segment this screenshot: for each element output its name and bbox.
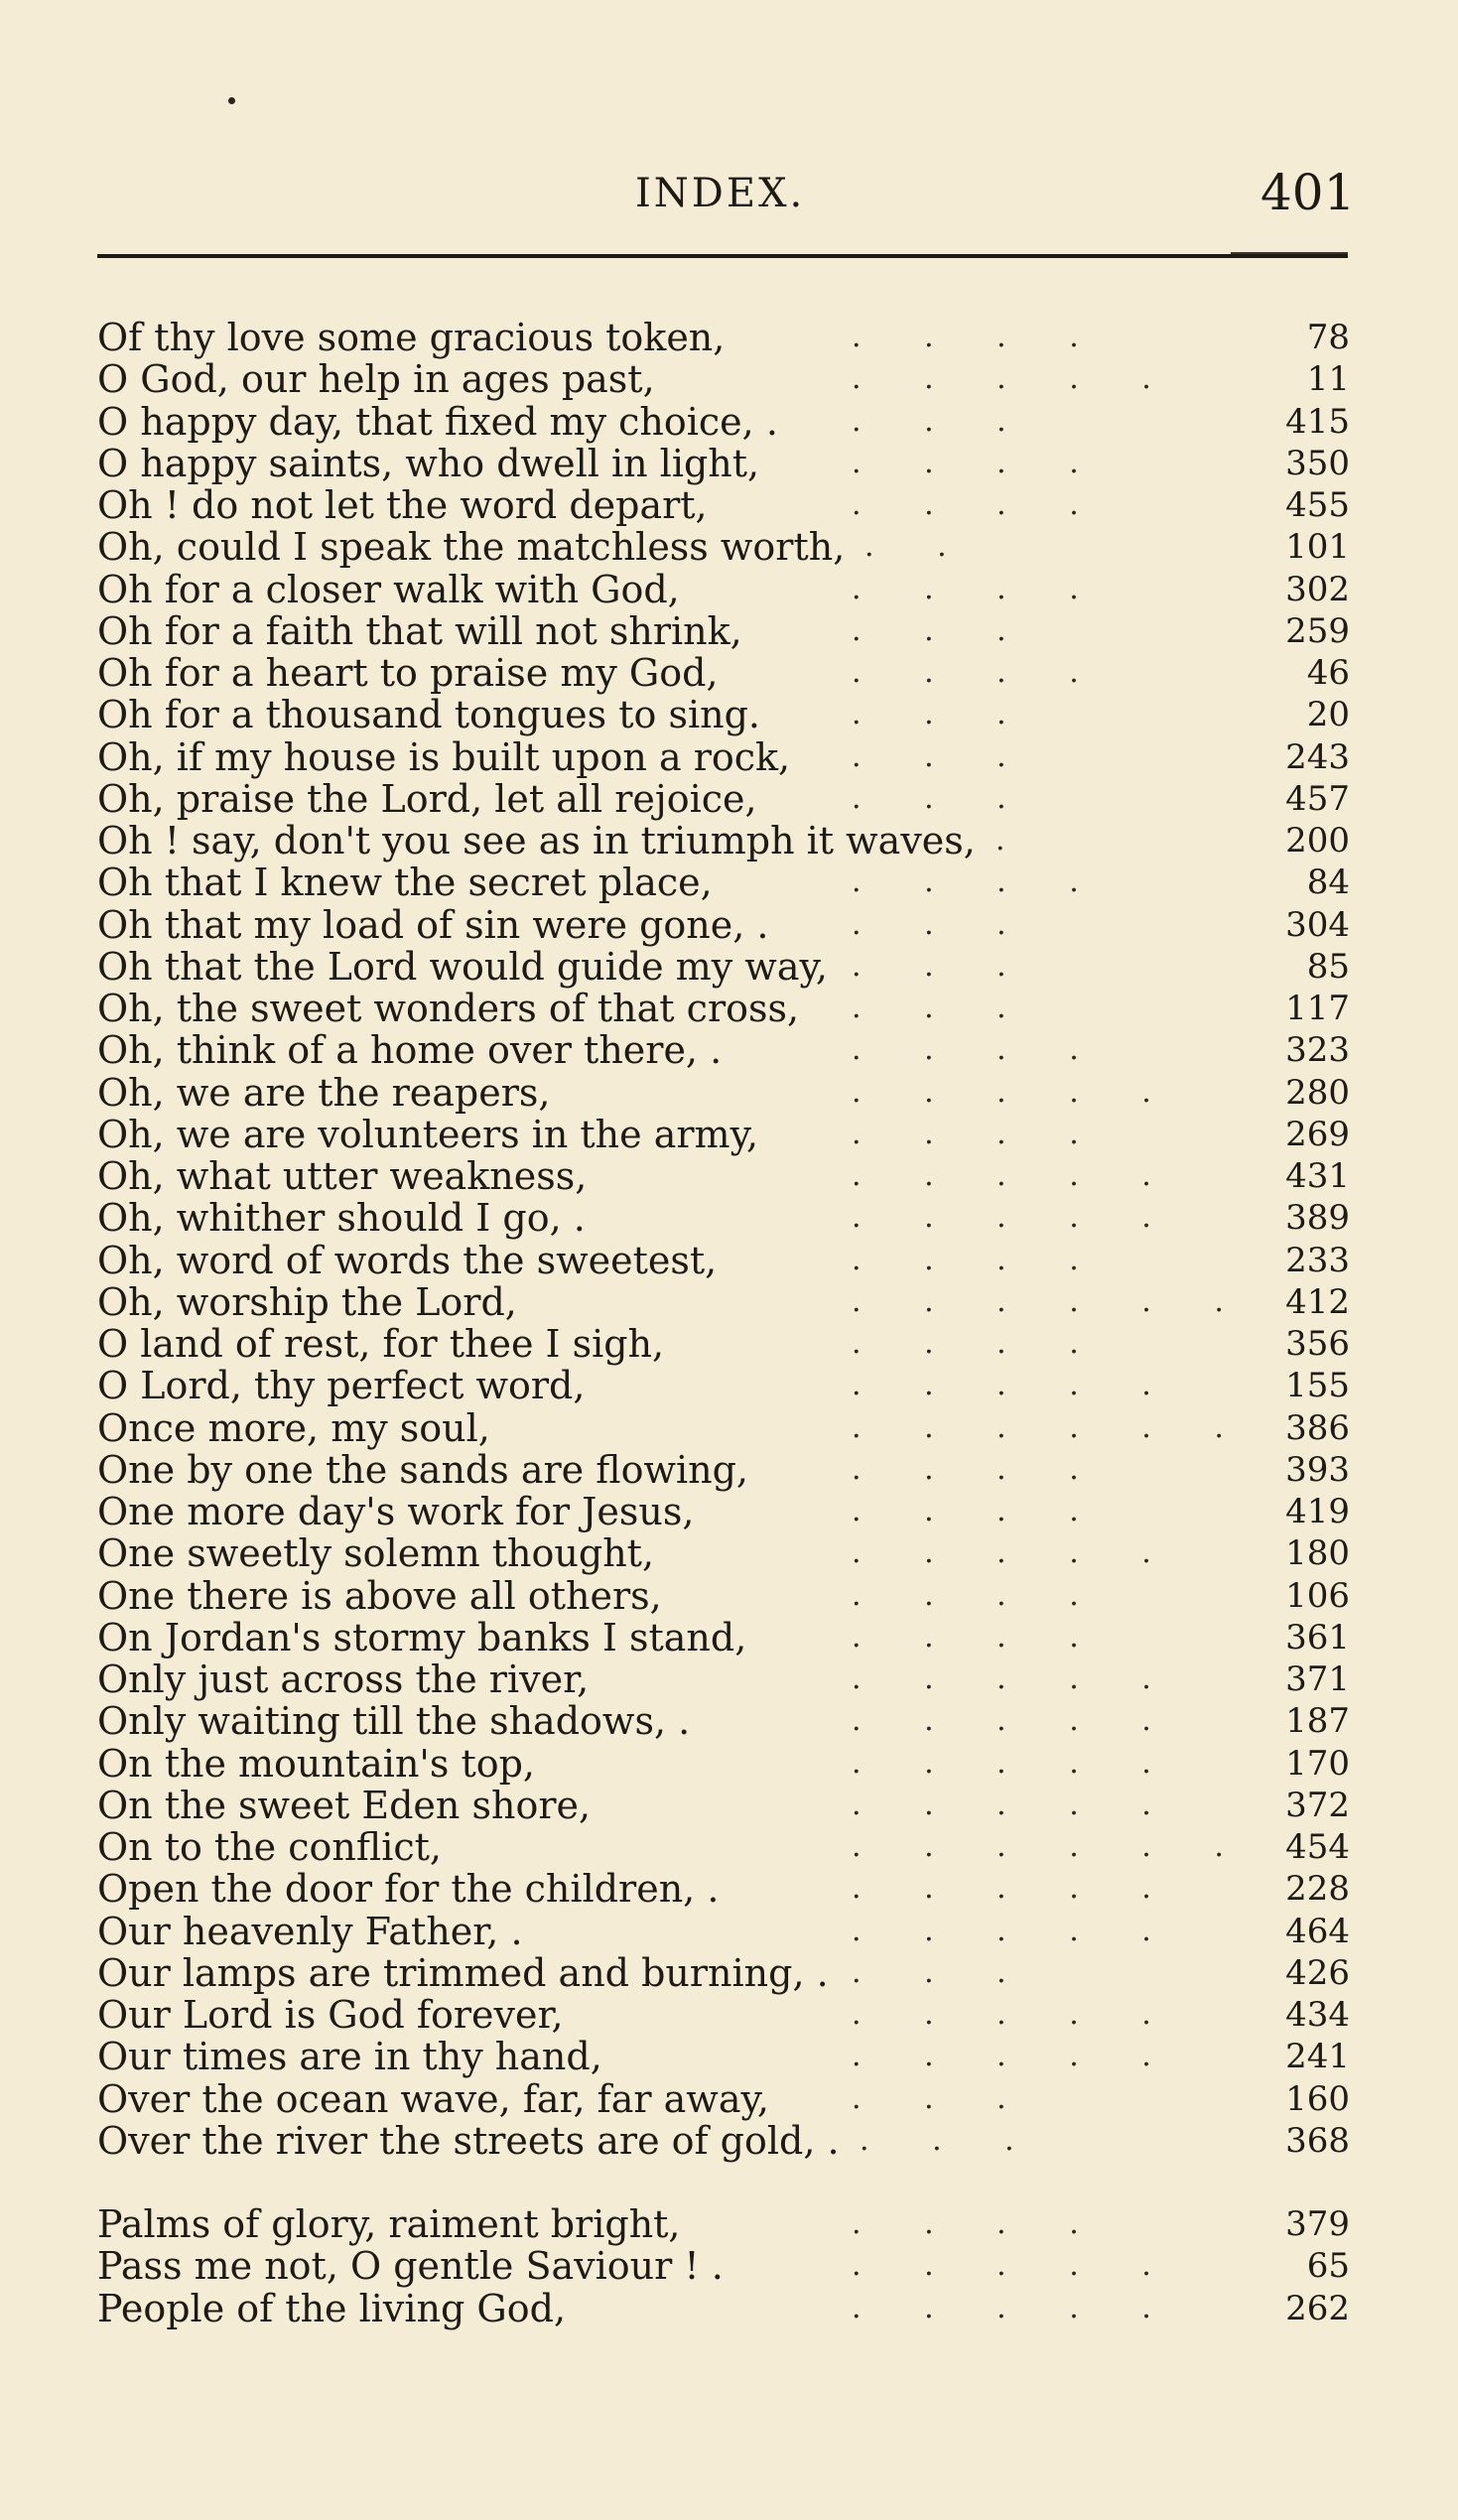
dot-leader: . . . . . [852,1158,1151,1193]
entry-title: Oh, think of a home over there, . [97,1028,723,1073]
entry-page-number: 101 [1285,527,1350,568]
entry-page-number: 426 [1285,1952,1350,1993]
dot-leader: . . . . . . [852,1829,1224,1864]
entry-title: Our Lord is God forever, [97,1993,564,2037]
entry-title: Only waiting till the shadows, . [97,1699,691,1744]
entry-title: Open the door for the children, . [97,1867,720,1912]
entry-page-number: 280 [1285,1072,1350,1113]
entry-title: Oh that my load of sin were gone, . [97,902,769,947]
entry-title: One more day's work for Jesus, [97,1490,695,1533]
header-rule [97,254,1348,258]
dot-leader: . . . . [852,1032,1079,1068]
entry-page-number: 371 [1285,1659,1350,1699]
dot-leader: . . . . [852,655,1079,690]
dot-leader: . . . . . [852,1745,1151,1781]
entry-page-number: 46 [1306,653,1350,693]
index-entry [97,1072,1350,1114]
entry-title: On Jordan's stormy banks I stand, [97,1615,747,1659]
index-entry [97,1617,1350,1658]
entry-title: Our times are in thy hand, [97,2035,602,2079]
entry-title: Oh, praise the Lord, let all rejoice, [97,776,757,821]
index-entry [97,1240,1350,1281]
entry-title: Our heavenly Father, . [97,1909,523,1953]
entry-page-number: 262 [1285,2288,1350,2328]
dot-leader: . . . . [852,1577,1079,1613]
dot-leader: . . . . . [852,1535,1151,1571]
index-entry [97,1197,1350,1239]
entry-page-number: 200 [1285,821,1350,861]
entry-page-number: 243 [1285,736,1350,777]
entry-title: Oh that I knew the secret place, [97,861,713,905]
entry-page-number: 85 [1306,946,1350,987]
dot-leader: . . . [852,1954,1006,1990]
dot-leader: . . . . [852,571,1079,606]
entry-page-number: 454 [1285,1827,1350,1867]
entry-title: On the mountain's top, [97,1741,536,1786]
entry-title: Oh, we are the reapers, [97,1070,551,1115]
dot-leader: . . . [852,948,1006,984]
dot-leader: . . . . . [852,2290,1151,2325]
dot-leader: . [995,823,1005,858]
entry-page-number: 187 [1285,1701,1350,1742]
entry-page-number: 350 [1285,443,1350,483]
entry-page-number: 368 [1285,2120,1350,2161]
entry-page-number: 419 [1285,1492,1350,1531]
entry-title: Once more, my soul, [97,1405,490,1450]
dot-leader: . . . . [852,445,1079,480]
dot-leader: . . . . . . [852,1283,1224,1319]
entry-title: O God, our help in ages past, [97,357,655,402]
entry-title: Of thy love some gracious token, [97,316,726,359]
entry-title: Oh for a closer walk with God, [97,567,680,611]
entry-title: O Lord, thy perfect word, [97,1364,586,1408]
entry-page-number: 180 [1285,1533,1350,1574]
dot-leader: . . . . [852,1116,1079,1151]
entry-page-number: 356 [1285,1324,1350,1364]
entry-title: One sweetly solemn thought, [97,1531,655,1576]
entry-page-number: 304 [1285,904,1350,945]
entry-page-number: 415 [1285,401,1350,442]
index-entry [97,820,1350,862]
index-entry [97,1114,1350,1155]
index-entry [97,401,1350,443]
dot-leader: . . . . . [852,1703,1151,1739]
entry-page-number: 302 [1285,569,1350,609]
index-entry [97,862,1350,903]
entry-page-number: 323 [1285,1030,1350,1071]
entry-title: On the sweet Eden shore, [97,1783,592,1827]
entry-page-number: 434 [1285,1995,1350,2035]
index-entry [97,1826,1350,1868]
index-entry [97,1868,1350,1910]
entry-title: One by one the sands are flowing, [97,1447,749,1492]
entry-page-number: 228 [1285,1869,1350,1910]
dot-leader: . . . . . [852,1871,1151,1907]
index-entry [97,988,1350,1029]
dot-leader: . . . . . [852,1997,1151,2032]
entry-page-number: 269 [1285,1114,1350,1154]
index-entry [97,1155,1350,1197]
entry-page-number: 379 [1285,2204,1350,2244]
entry-page-number: 389 [1285,1198,1350,1239]
entry-title: Oh, what utter weakness, [97,1154,588,1198]
index-entry [97,2078,1350,2120]
entry-page-number: 412 [1285,1281,1350,1322]
entry-page-number: 170 [1285,1743,1350,1784]
index-entry [97,1407,1350,1449]
dot-leader: . . . . . [852,1074,1151,1110]
entry-page-number: 361 [1285,1617,1350,1658]
entry-title: Oh that the Lord would guide my way, [97,944,828,989]
entry-page-number: 259 [1285,610,1350,651]
index-entry [97,1700,1350,1742]
dot-leader: . . . . [852,1242,1079,1277]
dot-leader: . . . [852,991,1006,1025]
entry-title: Oh, if my house is built upon a rock, [97,734,791,779]
entry-title: Oh, word of words the sweetest, [97,1238,718,1282]
index-entry [97,443,1350,484]
entry-page-number: 455 [1285,485,1350,525]
entry-title: Oh ! say, don't you see as in triumph it waves, [97,819,976,862]
dot-leader: . . . . [852,1451,1079,1487]
entry-title: Oh ! do not let the word depart, [97,483,708,527]
dot-leader: . . . . [852,1619,1079,1655]
index-entry [97,1281,1350,1323]
entry-page-number: 20 [1306,695,1350,735]
entry-title: One there is above all others, [97,1573,662,1618]
dot-leader: . . . . . [852,361,1151,397]
dot-leader: . . . . . [852,2248,1151,2284]
entry-page-number: 11 [1306,359,1350,400]
index-entry [97,2036,1350,2077]
index-group [97,2203,1350,2329]
entry-page-number: 84 [1306,862,1350,903]
entry-title: People of the living God, [97,2286,567,2330]
entry-title: O happy day, that fixed my choice, . [97,399,778,444]
dot-leader: . . . . . . [852,1409,1224,1445]
entry-title: Palms of glory, raiment bright, [97,2202,681,2246]
dot-leader: . . . . . [852,1661,1151,1696]
dot-leader: . . . . . [852,1368,1151,1403]
dot-leader: . . [864,529,947,565]
index-entry [97,904,1350,946]
entry-title: Oh for a thousand tongues to sing. [97,693,761,737]
entry-page-number: 155 [1285,1366,1350,1406]
dot-leader: . . . [860,2122,1014,2158]
page-number: 401 [1260,164,1356,221]
index-entry [97,652,1350,694]
index-entry [97,317,1350,358]
index-entry [97,358,1350,400]
index-entry [97,1323,1350,1365]
index-entry [97,946,1350,988]
dot-leader: . . . . [852,864,1079,900]
index-entry [97,1029,1350,1071]
entry-title: O land of rest, for thee I sigh, [97,1322,665,1366]
page-title: INDEX. [635,171,806,216]
entry-page-number: 372 [1285,1785,1350,1825]
entry-page-number: 386 [1285,1407,1350,1448]
entry-page-number: 160 [1285,2078,1350,2119]
entry-page-number: 393 [1285,1449,1350,1490]
entry-title: Pass me not, O gentle Saviour ! . [97,2244,724,2289]
dot-leader: . . . [852,2080,1006,2116]
dot-leader: . . . . [852,320,1079,354]
entry-title: Over the river the streets are of gold, . [97,2118,840,2163]
entry-title: Oh for a heart to praise my God, [97,651,719,695]
entry-title: Oh, we are volunteers in the army, [97,1112,759,1156]
dot-leader: . . . [852,403,1006,439]
entry-page-number: 233 [1285,1240,1350,1280]
index-entry [97,1491,1350,1532]
index-entry [97,1911,1350,1952]
index-entry [97,1365,1350,1406]
index-entry [97,1575,1350,1617]
entry-page-number: 106 [1285,1575,1350,1616]
dot-leader: . . . [852,697,1006,732]
dot-leader: . . . [852,780,1006,816]
entry-title: Oh, whither should I go, . [97,1196,586,1241]
entry-page-number: 65 [1306,2246,1350,2287]
index-entry [97,2120,1350,2162]
index-entry [97,1785,1350,1826]
index-entry [97,569,1350,610]
entry-title: On to the conflict, [97,1825,443,1869]
entry-title: Only just across the river, [97,1658,590,1701]
index-entry [97,2288,1350,2329]
ink-speck [228,97,235,104]
index-entry [97,526,1350,568]
entry-page-number: 241 [1285,2037,1350,2077]
index-entry [97,484,1350,526]
index-group [97,317,1350,2162]
index-entries [97,317,1350,2329]
entry-title: Our lamps are trimmed and burning, . [97,1950,829,1995]
dot-leader: . . . . [852,487,1079,522]
index-entry [97,1743,1350,1785]
dot-leader: . . . [852,612,1006,648]
entry-title: Oh, worship the Lord, [97,1279,517,1324]
entry-title: Over the ocean wave, far, far away, [97,2076,769,2121]
index-entry [97,1658,1350,1700]
dot-leader: . . . . . [852,1787,1151,1822]
index-entry [97,694,1350,735]
dot-leader: . . . [852,906,1006,942]
header-rule-tail [1231,252,1348,254]
entry-page-number: 78 [1306,318,1350,357]
index-entry [97,1994,1350,2036]
entry-title: Oh for a faith that will not shrink, [97,608,742,653]
dot-leader: . . . [852,738,1006,774]
index-entry [97,610,1350,652]
dot-leader: . . . . [852,1326,1079,1361]
entry-page-number: 117 [1285,989,1350,1028]
entry-page-number: 464 [1285,1911,1350,1951]
index-entry [97,736,1350,778]
dot-leader: . . . . . [852,1913,1151,1948]
dot-leader: . . . . [852,2206,1079,2241]
dot-leader: . . . . . [852,2039,1151,2074]
entry-title: O happy saints, who dwell in light, [97,441,760,485]
index-entry [97,1952,1350,1994]
entry-title: Oh, the sweet wonders of that cross, [97,987,800,1030]
entry-page-number: 457 [1285,778,1350,819]
dot-leader: . . . . [852,1494,1079,1528]
dot-leader: . . . . . [852,1200,1151,1236]
index-entry [97,1532,1350,1574]
index-entry [97,2203,1350,2245]
entry-page-number: 431 [1285,1156,1350,1196]
index-entry [97,778,1350,820]
index-entry [97,2245,1350,2287]
entry-title: Oh, could I speak the matchless worth, [97,525,846,570]
index-entry [97,1449,1350,1491]
